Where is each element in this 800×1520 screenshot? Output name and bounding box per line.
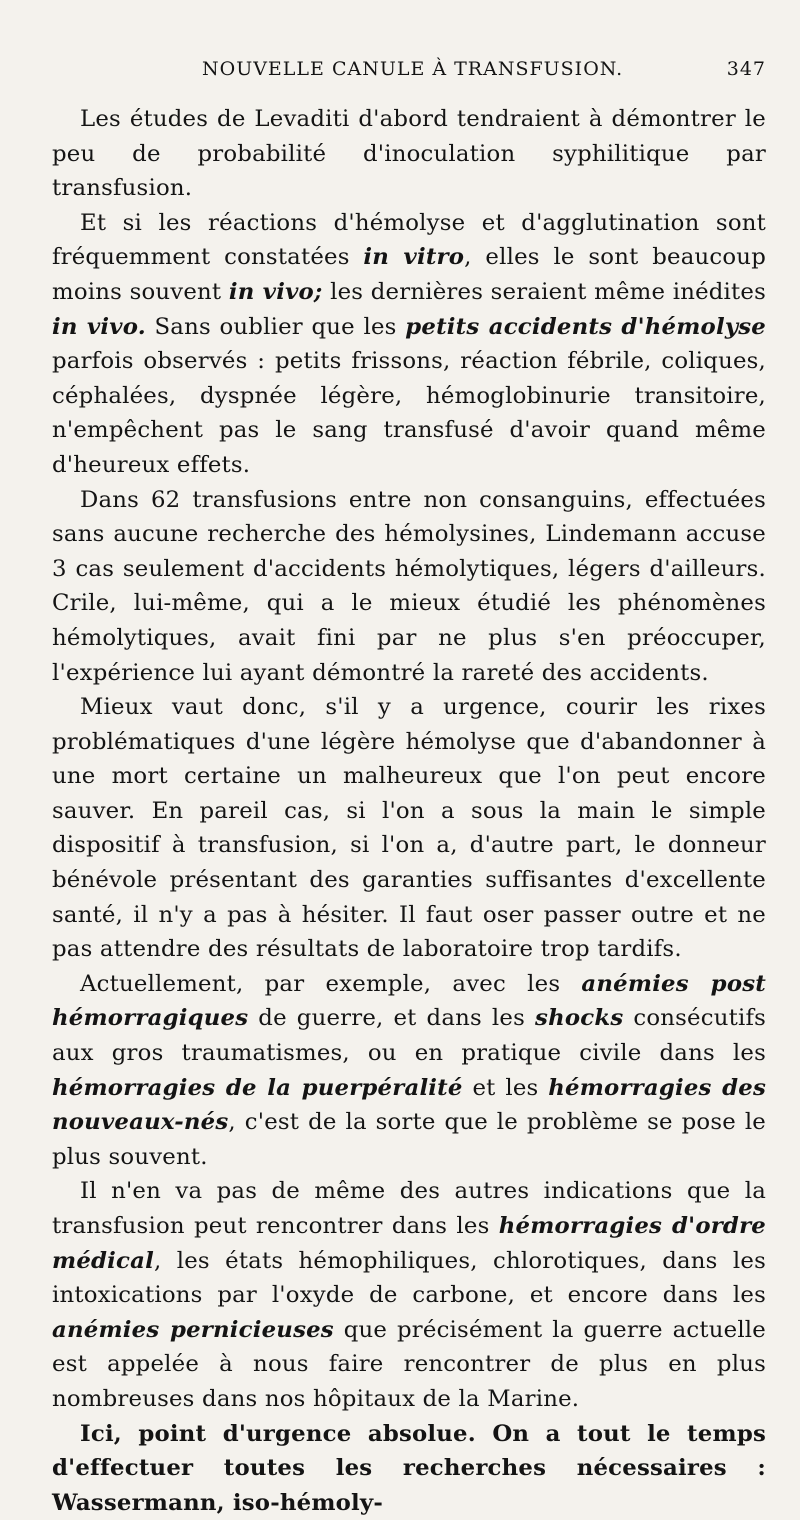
- text-run: , c'est de la sorte que le problème se pose le plus souvent.: [52, 1109, 766, 1170]
- paragraph-4: [52, 690, 766, 967]
- text-run: Actuellement, par exemple, avec les: [80, 970, 582, 997]
- text-run: et les: [462, 1074, 549, 1101]
- text-run: parfois observés : petits frissons, réaction fébrile, coliques, céphalées, dyspnée légère, hémoglobinurie transitoire, n'empêchent pas le sang transfusé d'avoir quand même d'heureux effets.: [52, 348, 766, 478]
- text-run: , elles le sont beaucoup moins souvent: [52, 244, 766, 305]
- italic-term: anémies pernicieuses: [52, 1316, 334, 1343]
- italic-term: in vivo.: [52, 313, 146, 340]
- text-run: Dans 62 transfusions entre non consanguins, effectuées sans aucune recherche des hémolysines, Lindemann accuse 3 cas seulement d'accidents hémolytiques, légers d'ailleurs. Crile, lui-même, qui a le mieux étudié les phénomènes hémolytiques, avait fini par ne plus s'en préoccuper, l'expérience lui ayant démontré la rareté des accidents.: [52, 486, 766, 686]
- text-run: Et si les réactions d'hémolyse et d'agglutination sont fréquemment constatées: [52, 209, 766, 271]
- running-title: NOUVELLE CANULE À TRANSFUSION.: [202, 58, 624, 80]
- text-run: de guerre, et dans les: [248, 1005, 536, 1032]
- text-run: Sans oublier que les: [145, 313, 406, 340]
- text-run: , les états hémophiliques, chlorotiques, dans les intoxications par l'oxyde de carbone, et encore dans les: [52, 1247, 766, 1309]
- text-run: Mieux vaut donc, s'il y a urgence, courir les rixes problématiques d'une légère hémolyse que d'abandonner à une mort certaine un malheureux que l'on peut encore sauver. En pareil cas, si l'on a sous la main le simple dispositif à transfusion, si l'on a, d'autre part, le donneur bénévole présentant des garanties suffisantes d'excellente santé, il n'y a pas à hésiter. Il faut oser passer outre et ne pas attendre des résultats de laboratoire trop tardifs.: [52, 694, 766, 963]
- text-run: Les études de Levaditi d'abord tendraient à démontrer le peu de probabilité d'inoculation syphilitique par transfusion.: [52, 106, 766, 202]
- italic-term: in vitro: [363, 244, 465, 271]
- paragraph-1: [52, 102, 766, 206]
- text-run: consécutifs aux gros traumatismes, ou en pratique civile dans les: [52, 1005, 766, 1067]
- text-run: Ici, point d'urgence absolue. On a tout le temps d'effectuer toutes les recherches nécessaires : Wassermann, iso-hémoly-: [52, 1420, 766, 1516]
- text-run: les dernières seraient même inédites: [322, 278, 766, 305]
- italic-term: in vivo;: [228, 278, 323, 305]
- body-text: [52, 102, 766, 1520]
- paragraph-3: [52, 483, 766, 691]
- italic-term: hémorragies des nouveaux-nés: [52, 1074, 766, 1136]
- text-run: Il n'en va pas de même des autres indications que la transfusion peut rencontrer dans les: [52, 1178, 766, 1239]
- running-head: [52, 58, 766, 102]
- italic-term: hémorragies d'ordre médical: [52, 1213, 766, 1274]
- italic-term: shocks: [535, 1005, 624, 1032]
- paragraph-5: [52, 967, 766, 1175]
- paragraph-6: [52, 1174, 766, 1416]
- paragraph-2: [52, 206, 766, 483]
- italic-term: hémorragies de la puerpéralité: [52, 1074, 463, 1101]
- text-run: que précisément la guerre actuelle est appelée à nous faire rencontrer de plus en plus nombreuses dans nos hôpitaux de la Marine.: [52, 1316, 766, 1412]
- paragraph-7: [52, 1417, 766, 1520]
- page-number: 347: [726, 58, 766, 80]
- italic-term: petits accidents d'hémolyse: [405, 313, 766, 340]
- italic-term: anémies post hémorragiques: [52, 970, 766, 1032]
